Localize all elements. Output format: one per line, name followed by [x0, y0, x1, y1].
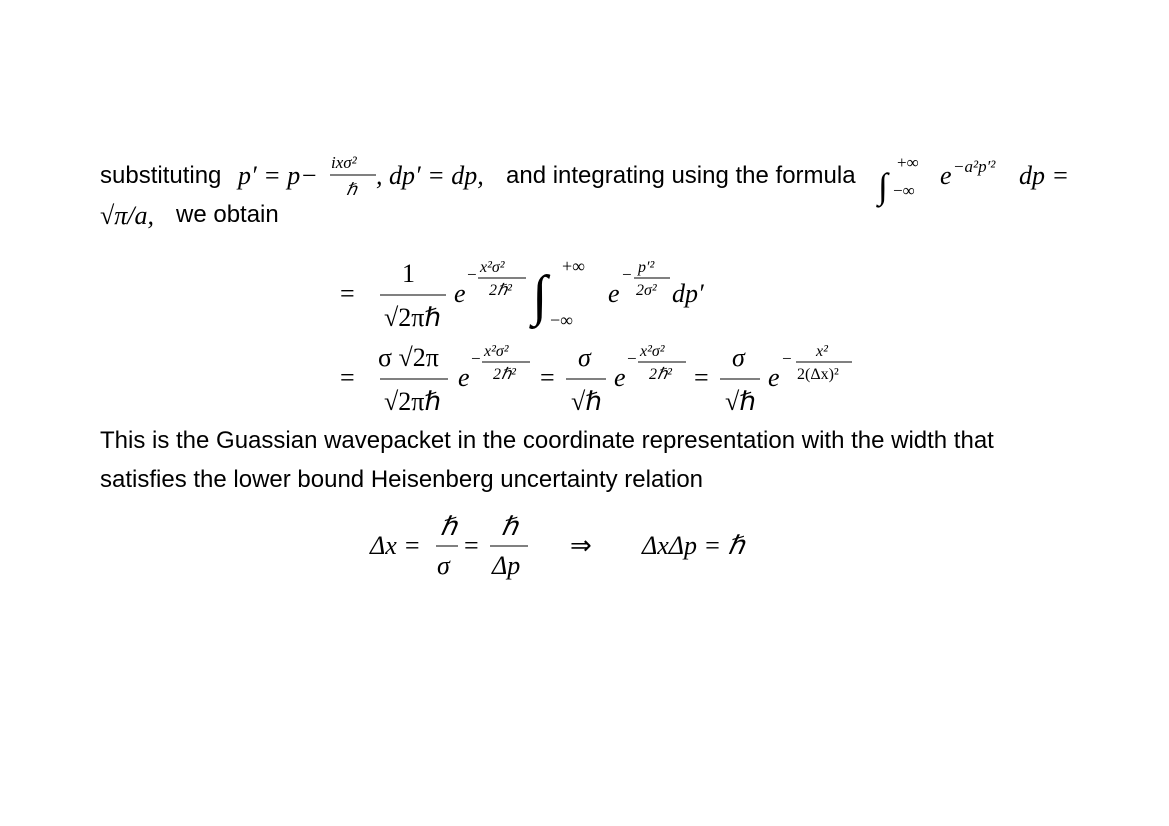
- row1-exp2-sign: −: [622, 265, 632, 284]
- eq2-lhs: Δx =: [370, 531, 421, 560]
- text-substituting: substituting: [100, 162, 222, 189]
- eq2-frac2-numerator: ℏ: [501, 512, 518, 541]
- text-and-integrating: and integrating using the formula: [506, 162, 856, 189]
- row2-exp3-sign: −: [782, 349, 792, 368]
- row2-exp2-numerator: x²σ²: [640, 343, 665, 360]
- row2-exp3-numerator: x²: [816, 343, 828, 360]
- row2-exp1-numerator: x²σ²: [484, 343, 509, 360]
- row2-fraction2-numerator: σ: [578, 343, 591, 372]
- row2-fraction-denominator: √2πℏ: [384, 387, 441, 416]
- row2-fraction2-denominator: √ℏ: [571, 387, 602, 416]
- row2-exp1-base: e: [458, 363, 470, 392]
- row2-fraction3-numerator: σ: [732, 343, 745, 372]
- row1-equals: =: [340, 279, 355, 308]
- row1-integral-upper: +∞: [562, 256, 585, 276]
- substitution-lhs: p′ = p−: [238, 161, 318, 190]
- row1-fraction-numerator: 1: [402, 259, 415, 288]
- equation-block-2: [360, 508, 780, 588]
- row1-exp2-denominator: 2σ²: [636, 282, 657, 299]
- row2-exp3-base: e: [768, 363, 780, 392]
- row1-exp1-denominator: 2ℏ²: [489, 282, 512, 299]
- text-we-obtain: we obtain: [176, 201, 279, 228]
- row1-differential: dp′: [672, 279, 704, 308]
- eq2-frac1-numerator: ℏ: [440, 512, 457, 541]
- row2-equals-2: =: [540, 363, 555, 392]
- substitution-fraction-numerator: ixσ²: [331, 153, 357, 172]
- paragraph-2-line-1: This is the Guassian wavepacket in the coordinate representation with the width that: [100, 427, 994, 454]
- row2-equals-3: =: [694, 363, 709, 392]
- row1-exp2-numerator: p′²: [638, 259, 655, 276]
- row1-exp2-base: e: [608, 279, 620, 308]
- row1-exp1-sign: −: [467, 265, 477, 284]
- row2-fraction3-denominator: √ℏ: [725, 387, 756, 416]
- row2-equals: =: [340, 363, 355, 392]
- integral-differential: dp =: [1019, 161, 1070, 190]
- eq2-frac1-denominator: σ: [437, 551, 450, 580]
- implies-arrow: ⇒: [570, 531, 592, 560]
- paragraph-2-line-2: satisfies the lower bound Heisenberg uncertainty relation: [100, 466, 704, 493]
- substitution-fraction-denominator: ℏ: [346, 180, 357, 199]
- integral-exponential-base: e: [940, 161, 952, 190]
- row1-fraction-denominator: √2πℏ: [384, 303, 441, 332]
- integral-exponent: −a²p′²: [953, 157, 996, 176]
- row2-exp2-base: e: [614, 363, 626, 392]
- equation-block-1: [300, 246, 900, 424]
- row2-exp1-denominator: 2ℏ²: [493, 366, 516, 383]
- integral-upper-limit: +∞: [897, 153, 919, 172]
- result-sqrt-pi-over-a: √π/a,: [100, 201, 155, 230]
- row1-integral-sign: ∫: [532, 265, 548, 327]
- integral-sign: ∫: [878, 166, 888, 206]
- row1-integral-lower: −∞: [550, 310, 573, 330]
- row2-exp2-denominator: 2ℏ²: [649, 366, 672, 383]
- row2-exp2-sign: −: [627, 349, 637, 368]
- eq2-frac2-denominator: Δp: [492, 551, 521, 580]
- integral-lower-limit: −∞: [893, 181, 915, 200]
- substitution-rest: , dp′ = dp,: [376, 161, 484, 190]
- row1-exp1-numerator: x²σ²: [480, 259, 505, 276]
- row1-exp1-base: e: [454, 279, 466, 308]
- row2-exp3-denominator: 2(Δx)²: [797, 366, 839, 383]
- row2-exp1-sign: −: [471, 349, 481, 368]
- eq2-rhs: ΔxΔp = ℏ: [642, 531, 745, 560]
- eq2-equals: =: [464, 531, 479, 560]
- row2-fraction-numerator: σ √2π: [378, 343, 439, 372]
